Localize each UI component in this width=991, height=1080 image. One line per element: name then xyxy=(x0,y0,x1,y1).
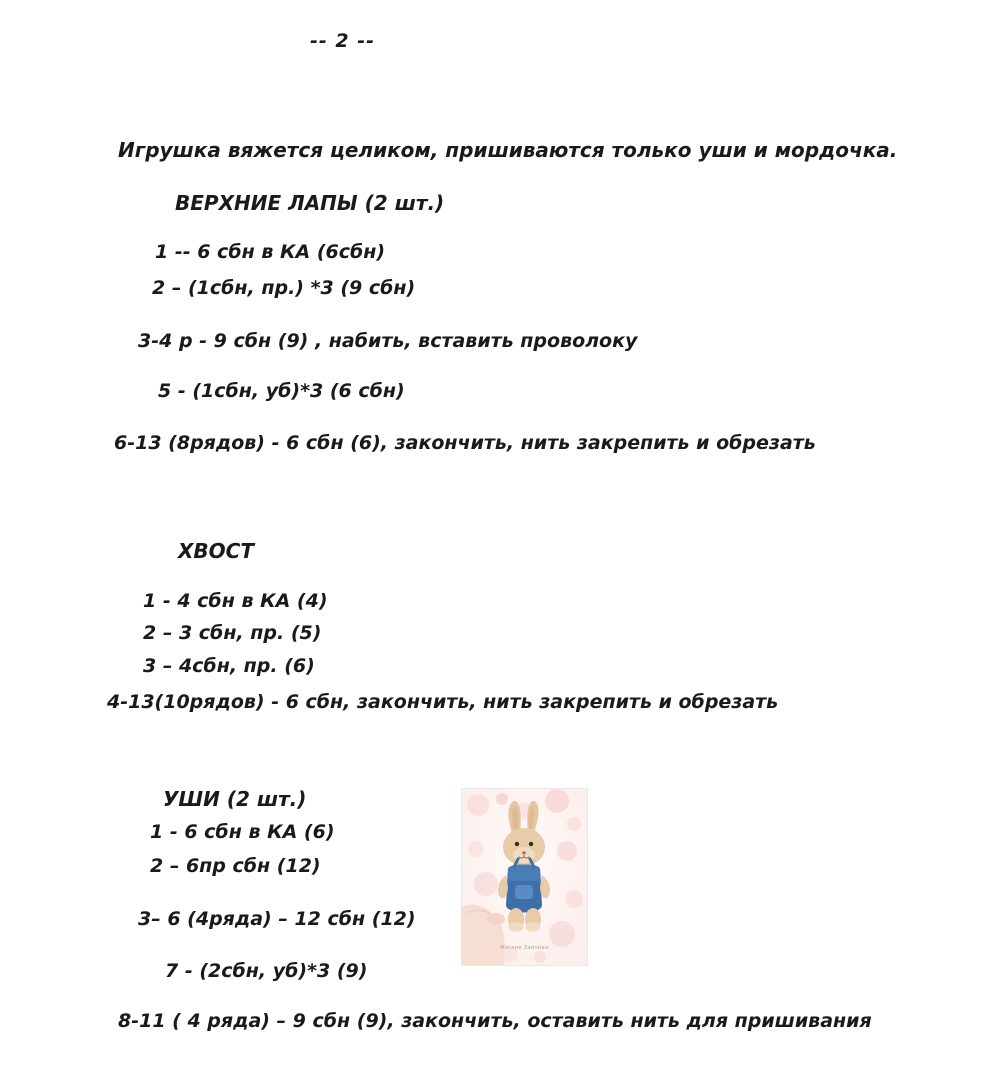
intro-text: Игрушка вяжется целиком, пришиваются только уши и мордочка. xyxy=(118,138,898,162)
photo-illustration xyxy=(462,789,587,965)
pattern-row: 1 - 4 сбн в КА (4) xyxy=(143,590,328,612)
page-number: -- 2 -- xyxy=(310,30,375,52)
pattern-row: 1 -- 6 сбн в КА (6сбн) xyxy=(155,241,386,263)
section-title-ears: УШИ (2 шт.) xyxy=(163,787,307,811)
section-title-upper-paws: ВЕРХНИЕ ЛАПЫ (2 шт.) xyxy=(175,191,445,215)
pattern-row: 6-13 (8рядов) - 6 сбн (6), закончить, нить закрепить и обрезать xyxy=(114,432,816,454)
pattern-row: 2 – 6пр сбн (12) xyxy=(150,855,321,877)
section-title-tail: ХВОСТ xyxy=(178,539,254,563)
pattern-row: 1 - 6 сбн в КА (6) xyxy=(150,821,335,843)
bunny-toy-photo xyxy=(461,788,588,966)
pattern-row: 3 – 4сбн, пр. (6) xyxy=(143,655,315,677)
pattern-row: 2 – 3 сбн, пр. (5) xyxy=(143,622,322,644)
pattern-row: 8-11 ( 4 ряда) – 9 сбн (9), закончить, оставить нить для пришивания xyxy=(118,1010,872,1032)
pattern-row: 3-4 р - 9 сбн (9) , набить, вставить проволоку xyxy=(138,330,638,352)
pattern-row: 5 - (1сбн, уб)*3 (6 сбн) xyxy=(158,380,405,402)
pattern-row: 7 - (2сбн, уб)*3 (9) xyxy=(165,960,368,982)
pattern-row: 4-13(10рядов) - 6 сбн, закончить, нить закрепить и обрезать xyxy=(107,691,779,713)
pattern-row: 3– 6 (4ряда) – 12 сбн (12) xyxy=(138,908,416,930)
photo-caption: Мягкие Зайчики xyxy=(500,945,549,951)
pattern-row: 2 – (1сбн, пр.) *3 (9 сбн) xyxy=(152,277,416,299)
